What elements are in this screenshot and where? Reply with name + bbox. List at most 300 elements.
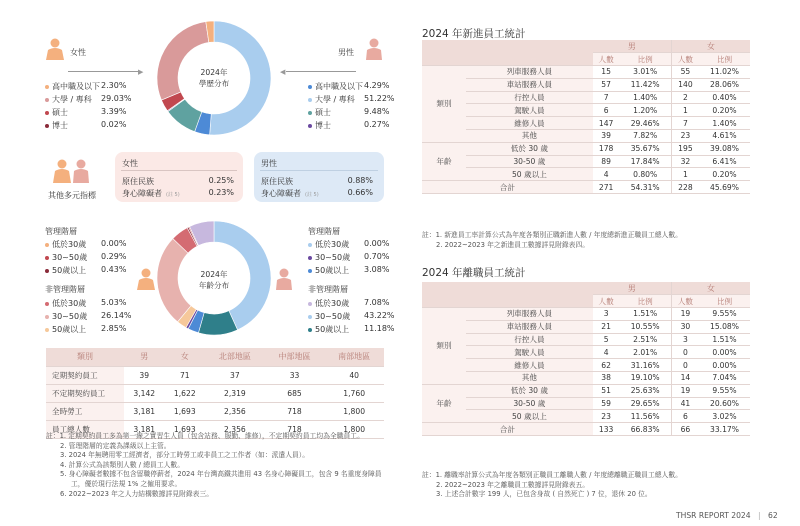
type-table-cell: 2,356 xyxy=(205,402,265,420)
edu-female-label: 大學 / 專科 xyxy=(52,95,92,104)
leavers-row xyxy=(422,308,750,321)
diversity-male-row xyxy=(261,176,373,187)
leavers-total-label: 合計 xyxy=(422,423,593,436)
leavers-cell: 31.16% xyxy=(619,359,671,372)
new-hires-subheader-cell: 比例 xyxy=(699,53,750,66)
leavers-note-line: 註：1. 離職率計算公式為年度各類別正職員工離職人數 / 年度總離職正職員工總人數。 xyxy=(422,471,682,479)
new-hires-row xyxy=(422,78,750,91)
edu-female-value: 3.39% xyxy=(101,107,127,116)
diversity-male-value: 0.66% xyxy=(347,188,373,197)
leavers-row xyxy=(422,346,750,359)
leavers-header-row xyxy=(422,282,750,295)
edu-female-line xyxy=(68,71,140,72)
diversity-female-box xyxy=(115,152,243,202)
edu-male-value: 9.48% xyxy=(364,107,390,116)
diversity-male-title: 男性 xyxy=(261,159,277,168)
age-male-nonmgmt-dot-icon xyxy=(308,315,312,319)
couple-icon xyxy=(52,159,92,189)
age-female-nonmgmt-row xyxy=(45,298,165,309)
diversity-male-row xyxy=(261,188,373,199)
type-table-cell: 3,181 xyxy=(124,402,165,420)
type-table-header-cell: 南部地區 xyxy=(324,348,384,366)
leavers-header-male: 男 xyxy=(593,282,672,295)
new-hires-cell: 駕駛人員 xyxy=(466,104,593,117)
new-hires-total-label: 合計 xyxy=(422,181,593,194)
leavers-row xyxy=(422,372,750,385)
left-note-line: 2. 管理階層的定義為課級以上主管。 xyxy=(60,441,171,450)
new-hires-cell: 89 xyxy=(593,155,620,168)
age-female-mgmt-value: 0.43% xyxy=(101,265,127,274)
new-hires-cell: 6.41% xyxy=(699,155,750,168)
left-note-line: 3. 2024 年無聘用零工經濟者，部分工時勞工或非員工之工作者（如：派遣人員）。 xyxy=(60,451,309,460)
type-table-cell: 33 xyxy=(265,366,325,384)
leavers-note-line: 3. 上述合計數字 199 人，已包含身故 ( 自然死亡 ) 7 位，退休 20 位。 xyxy=(436,490,652,499)
diversity-female-value: 0.25% xyxy=(208,176,234,185)
type-table-header-cell: 北部地區 xyxy=(205,348,265,366)
age-female-mgmt-label: 30~50歲 xyxy=(52,253,88,262)
edu-female-value: 0.02% xyxy=(101,120,127,129)
new-hires-cell: 23 xyxy=(671,130,699,143)
leavers-row xyxy=(422,333,750,346)
new-hires-cell: 0.80% xyxy=(619,168,671,181)
leavers-cell: 51 xyxy=(593,384,620,397)
diversity-male-value: 0.88% xyxy=(347,176,373,185)
new-hires-cell: 0.40% xyxy=(699,91,750,104)
new-hires-cell: 0.20% xyxy=(699,104,750,117)
leavers-cell: 2.01% xyxy=(619,346,671,359)
type-table-cell: 37 xyxy=(205,366,265,384)
leavers-total-cell: 66 xyxy=(671,423,699,436)
type-table-row xyxy=(46,384,384,402)
new-hires-cell: 50 歲以上 xyxy=(466,168,593,181)
edu-female-title: 女性 xyxy=(70,48,86,57)
leavers-cell: 41 xyxy=(671,397,699,410)
leavers-cell: 駕駛人員 xyxy=(466,346,593,359)
edu-male-dot-icon xyxy=(308,85,312,89)
leavers-cell: 19 xyxy=(671,384,699,397)
age-male-mgmt-row xyxy=(308,252,388,263)
edu-male-dot-icon xyxy=(308,124,312,128)
age-male-mgmt-label: 30~50歲 xyxy=(315,253,351,262)
leavers-cell: 0.00% xyxy=(699,346,750,359)
new-hires-row xyxy=(422,155,750,168)
age-female-mgmt-label: 低於30歲 xyxy=(52,240,87,249)
age-male-nonmgmt-dot-icon xyxy=(308,302,312,306)
leavers-subheader-cell: 比例 xyxy=(619,295,671,308)
age-female-nonmgmt-dot-icon xyxy=(45,328,49,332)
edu-female-label: 博士 xyxy=(52,121,68,130)
new-hires-group-type: 類別 xyxy=(422,66,466,143)
age-female-mgmt-dot-icon xyxy=(45,256,49,260)
age-male-nonmgmt-label: 50歲以上 xyxy=(315,325,350,334)
age-female-mgmt-row xyxy=(45,252,165,263)
age-male-nonmgmt-label: 30~50歲 xyxy=(315,312,351,321)
new-hires-cell: 147 xyxy=(593,117,620,130)
leavers-table xyxy=(422,282,750,436)
edu-male-dot-icon xyxy=(308,111,312,115)
new-hires-subheader-cell: 人數 xyxy=(593,53,620,66)
diversity-male-label: 身心障礙者 xyxy=(261,189,301,198)
edu-male-label: 博士 xyxy=(315,121,331,130)
footer-report: THSR REPORT 2024 xyxy=(676,511,751,520)
age-male-nonmgmt-value: 43.22% xyxy=(364,311,395,320)
leavers-cell: 23 xyxy=(593,410,620,423)
edu-female-arrow-icon: ▶ xyxy=(138,68,144,76)
new-hires-row xyxy=(422,91,750,104)
leavers-cell: 列車服務人員 xyxy=(466,308,593,321)
age-female-mgmt-value: 0.29% xyxy=(101,252,127,261)
left-notes xyxy=(46,432,396,499)
diversity-female-value: 0.23% xyxy=(208,188,234,197)
leavers-cell: 15.08% xyxy=(699,320,750,333)
new-hires-cell: 行控人員 xyxy=(466,91,593,104)
leavers-cell: 10.55% xyxy=(619,320,671,333)
leavers-cell: 0.00% xyxy=(699,359,750,372)
new-hires-cell: 0.20% xyxy=(699,168,750,181)
new-hires-cell: 車站服務人員 xyxy=(466,78,593,91)
new-hires-total-cell: 271 xyxy=(593,181,620,194)
edu-female-value: 2.30% xyxy=(101,81,127,90)
new-hires-table xyxy=(422,40,750,194)
age-donut-chart xyxy=(157,216,271,340)
leavers-cell: 車站服務人員 xyxy=(466,320,593,333)
new-hires-cell: 其他 xyxy=(466,130,593,143)
edu-male-row xyxy=(308,81,390,92)
new-hires-cell: 4.61% xyxy=(699,130,750,143)
diversity-label: 其他多元指標 xyxy=(48,191,96,200)
type-table-cell: 1,800 xyxy=(324,420,384,438)
new-hires-header-row xyxy=(422,40,750,53)
type-table-cell: 3,142 xyxy=(124,384,165,402)
diversity-male-note: (註 5) xyxy=(305,192,319,198)
left-note-line: 註：1. 定期契約員工多為第一線之實習生人員（包含站務、服勤、維修），不定期契約員工均為全職員工。 xyxy=(46,432,364,440)
left-note-line: 4. 計算公式為該類別人數 / 總員工人數。 xyxy=(60,460,185,469)
new-hires-cell: 1.40% xyxy=(699,117,750,130)
age-male-nonmgmt-label: 低於30歲 xyxy=(315,299,350,308)
new-hires-cell: 維修人員 xyxy=(466,117,593,130)
age-center-line1: 2024年 xyxy=(200,270,228,279)
type-table-cell: 全時勞工 xyxy=(46,402,124,420)
new-hires-row xyxy=(422,117,750,130)
type-table-cell: 1,622 xyxy=(165,384,206,402)
leavers-cell: 低於 30 歲 xyxy=(466,384,593,397)
new-hires-cell: 1.20% xyxy=(619,104,671,117)
leavers-cell: 行控人員 xyxy=(466,333,593,346)
leavers-cell: 其他 xyxy=(466,372,593,385)
age-female-nonmgmt-value: 2.85% xyxy=(101,324,127,333)
age-male-mgmt-dot-icon xyxy=(308,256,312,260)
type-table-header-cell: 男 xyxy=(124,348,165,366)
type-table-header-cell: 女 xyxy=(165,348,206,366)
edu-female-row xyxy=(45,107,165,118)
leavers-cell: 3 xyxy=(671,333,699,346)
age-female-nonmgmt-title: 非管理階層 xyxy=(45,285,85,294)
edu-male-dot-icon xyxy=(308,98,312,102)
type-table-cell: 2,356 xyxy=(205,420,265,438)
age-female-mgmt-row xyxy=(45,239,165,250)
leavers-cell: 7.04% xyxy=(699,372,750,385)
type-table-cell: 不定期契約員工 xyxy=(46,384,124,402)
new-hires-row xyxy=(422,104,750,117)
new-hires-note-line: 註：1. 新進員工率計算公式為年度各類別正職新進人數 / 年度總新進正職員工總人數。 xyxy=(422,231,682,239)
diversity-male-box xyxy=(254,152,384,202)
age-female-nonmgmt-dot-icon xyxy=(45,315,49,319)
edu-female-dot-icon xyxy=(45,124,49,128)
edu-male-label: 碩士 xyxy=(315,108,331,117)
edu-female-value: 29.03% xyxy=(101,94,132,103)
age-female-mgmt-label: 50歲以上 xyxy=(52,266,87,275)
new-hires-total-cell: 54.31% xyxy=(619,181,671,194)
age-male-mgmt-dot-icon xyxy=(308,269,312,273)
leavers-subheader-cell: 人數 xyxy=(671,295,699,308)
new-hires-cell: 低於 30 歲 xyxy=(466,142,593,155)
leavers-cell: 9.55% xyxy=(699,308,750,321)
type-table-cell: 3,181 xyxy=(124,420,165,438)
new-hires-cell: 178 xyxy=(593,142,620,155)
new-hires-header-blank xyxy=(422,40,593,66)
new-hires-cell: 35.67% xyxy=(619,142,671,155)
leavers-cell: 30-50 歲 xyxy=(466,397,593,410)
leavers-cell: 0 xyxy=(671,346,699,359)
new-hires-header-female: 女 xyxy=(671,40,750,53)
leavers-total-cell: 133 xyxy=(593,423,620,436)
leavers-header-blank xyxy=(422,282,593,308)
leavers-cell: 29.65% xyxy=(619,397,671,410)
leavers-cell: 25.63% xyxy=(619,384,671,397)
edu-female-row xyxy=(45,120,165,131)
edu-male-value: 0.27% xyxy=(364,120,390,129)
new-hires-cell: 140 xyxy=(671,78,699,91)
age-center-line2: 年齡分布 xyxy=(198,281,230,290)
new-hires-row xyxy=(422,130,750,143)
age-female-nonmgmt-row xyxy=(45,311,165,322)
new-hires-cell: 7.82% xyxy=(619,130,671,143)
footer xyxy=(676,511,778,520)
edu-female-dot-icon xyxy=(45,85,49,89)
new-hires-total-cell: 45.69% xyxy=(699,181,750,194)
left-note-line: 工，優於現行法規 1% 之僱用要求。 xyxy=(71,479,182,488)
age-male-mgmt-value: 3.08% xyxy=(364,265,390,274)
leavers-cell: 38 xyxy=(593,372,620,385)
age-male-nonmgmt-row xyxy=(308,311,395,322)
leavers-row xyxy=(422,410,750,423)
edu-female-dot-icon xyxy=(45,98,49,102)
type-table-cell: 定期契約員工 xyxy=(46,366,124,384)
new-hires-cell: 3.01% xyxy=(619,66,671,79)
new-hires-cell: 7 xyxy=(671,117,699,130)
new-hires-cell: 11.42% xyxy=(619,78,671,91)
leavers-note-line: 2. 2022~2023 年之離職員工數據詳見附錄表五。 xyxy=(436,480,590,489)
leavers-cell: 4 xyxy=(593,346,620,359)
age-male-mgmt-value: 0.00% xyxy=(364,239,390,248)
edu-female-row xyxy=(45,81,165,92)
new-hires-row xyxy=(422,142,750,155)
leavers-cell: 9.55% xyxy=(699,384,750,397)
leavers-cell: 30 xyxy=(671,320,699,333)
edu-female-dot-icon xyxy=(45,111,49,115)
new-hires-total-cell: 228 xyxy=(671,181,699,194)
type-table-row xyxy=(46,366,384,384)
leavers-total-row xyxy=(422,423,750,436)
leavers-cell: 0 xyxy=(671,359,699,372)
age-male-nonmgmt-value: 7.08% xyxy=(364,298,390,307)
leavers-cell: 21 xyxy=(593,320,620,333)
type-table-cell: 40 xyxy=(324,366,384,384)
female-age-person-icon xyxy=(136,268,156,298)
male-person-icon xyxy=(364,38,384,68)
female-person-icon xyxy=(45,38,65,68)
leavers-cell: 20.60% xyxy=(699,397,750,410)
age-male-mgmt-label: 50歲以上 xyxy=(315,266,350,275)
new-hires-cell: 6 xyxy=(593,104,620,117)
age-female-mgmt-title: 管理階層 xyxy=(45,227,77,236)
leavers-cell: 19.10% xyxy=(619,372,671,385)
leavers-cell: 59 xyxy=(593,397,620,410)
leavers-group-age: 年齡 xyxy=(422,384,466,422)
leavers-row xyxy=(422,320,750,333)
leavers-cell: 50 歲以上 xyxy=(466,410,593,423)
age-male-mgmt-value: 0.70% xyxy=(364,252,390,261)
new-hires-cell: 4 xyxy=(593,168,620,181)
type-table-cell: 2,319 xyxy=(205,384,265,402)
diversity-female-divider xyxy=(121,170,237,171)
age-male-mgmt-row xyxy=(308,265,388,276)
new-hires-cell: 1 xyxy=(671,168,699,181)
type-table-cell: 1,800 xyxy=(324,402,384,420)
edu-male-row xyxy=(308,94,395,105)
age-male-mgmt-dot-icon xyxy=(308,243,312,247)
diversity-male-label: 原住民族 xyxy=(261,177,293,186)
leavers-cell: 11.56% xyxy=(619,410,671,423)
new-hires-cell: 17.84% xyxy=(619,155,671,168)
type-table-cell: 685 xyxy=(265,384,325,402)
leavers-cell: 6 xyxy=(671,410,699,423)
type-table-header-cell: 類別 xyxy=(46,348,124,366)
leavers-row xyxy=(422,384,750,397)
age-female-nonmgmt-value: 5.03% xyxy=(101,298,127,307)
type-table-cell: 1,693 xyxy=(165,402,206,420)
edu-male-value: 4.29% xyxy=(364,81,390,90)
age-male-nonmgmt-value: 11.18% xyxy=(364,324,395,333)
type-table-cell: 1,693 xyxy=(165,420,206,438)
edu-male-label: 高中職及以下 xyxy=(315,82,363,91)
diversity-female-row xyxy=(122,176,234,187)
diversity-female-row xyxy=(122,188,234,199)
new-hires-cell: 2 xyxy=(671,91,699,104)
edu-male-value: 51.22% xyxy=(364,94,395,103)
type-table-cell: 718 xyxy=(265,402,325,420)
new-hires-cell: 30-50 歲 xyxy=(466,155,593,168)
new-hires-cell: 列車服務人員 xyxy=(466,66,593,79)
edu-center-line2: 學歷分布 xyxy=(198,79,230,88)
type-table-cell: 39 xyxy=(124,366,165,384)
edu-donut-slice xyxy=(210,21,271,135)
type-table-cell: 71 xyxy=(165,366,206,384)
type-table-cell: 1,760 xyxy=(324,384,384,402)
age-female-nonmgmt-label: 50歲以上 xyxy=(52,325,87,334)
edu-male-row xyxy=(308,107,390,118)
new-hires-cell: 32 xyxy=(671,155,699,168)
new-hires-cell: 39.08% xyxy=(699,142,750,155)
new-hires-total-row xyxy=(422,181,750,194)
leavers-cell: 3 xyxy=(593,308,620,321)
age-female-nonmgmt-label: 低於30歲 xyxy=(52,299,87,308)
diversity-female-title: 女性 xyxy=(122,159,138,168)
edu-male-arrow-icon: ◀ xyxy=(280,68,286,76)
type-table-cell: 718 xyxy=(265,420,325,438)
edu-male-line xyxy=(286,71,356,72)
edu-male-row xyxy=(308,120,390,131)
new-hires-cell: 57 xyxy=(593,78,620,91)
diversity-female-label: 原住民族 xyxy=(122,177,154,186)
leavers-cell: 19 xyxy=(671,308,699,321)
age-female-mgmt-dot-icon xyxy=(45,269,49,273)
new-hires-title: 2024 年新進員工統計 xyxy=(422,28,526,40)
new-hires-cell: 29.46% xyxy=(619,117,671,130)
new-hires-subheader-cell: 人數 xyxy=(671,53,699,66)
footer-separator: | xyxy=(758,511,761,520)
new-hires-header-male: 男 xyxy=(593,40,672,53)
edu-donut-slice xyxy=(157,22,209,100)
new-hires-cell: 11.02% xyxy=(699,66,750,79)
age-male-nonmgmt-title: 非管理階層 xyxy=(308,285,348,294)
leavers-row xyxy=(422,359,750,372)
employee-type-table xyxy=(46,348,384,439)
leavers-cell: 1.51% xyxy=(619,308,671,321)
edu-female-label: 高中職及以下 xyxy=(52,82,100,91)
leavers-subheader-cell: 比例 xyxy=(699,295,750,308)
edu-donut-chart xyxy=(157,3,271,138)
age-female-nonmgmt-row xyxy=(45,324,165,335)
type-table-header-cell: 中部地區 xyxy=(265,348,325,366)
new-hires-cell: 1.40% xyxy=(619,91,671,104)
age-female-mgmt-value: 0.00% xyxy=(101,239,127,248)
leavers-title: 2024 年離職員工統計 xyxy=(422,267,526,279)
age-female-nonmgmt-dot-icon xyxy=(45,302,49,306)
edu-male-label: 大學 / 專科 xyxy=(315,95,355,104)
new-hires-cell: 55 xyxy=(671,66,699,79)
diversity-male-divider xyxy=(260,170,378,171)
new-hires-subheader-cell: 比例 xyxy=(619,53,671,66)
leavers-cell: 62 xyxy=(593,359,620,372)
age-female-mgmt-dot-icon xyxy=(45,243,49,247)
new-hires-note-line: 2. 2022~2023 年之新進員工數據詳見附錄表四。 xyxy=(436,240,590,249)
age-male-nonmgmt-dot-icon xyxy=(308,328,312,332)
leavers-cell: 14 xyxy=(671,372,699,385)
leavers-subheader-cell: 人數 xyxy=(593,295,620,308)
leavers-row xyxy=(422,397,750,410)
leavers-cell: 維修人員 xyxy=(466,359,593,372)
new-hires-group-age: 年齡 xyxy=(422,142,466,180)
leavers-cell: 2.51% xyxy=(619,333,671,346)
edu-female-row xyxy=(45,94,165,105)
age-female-nonmgmt-value: 26.14% xyxy=(101,311,132,320)
age-female-nonmgmt-label: 30~50歲 xyxy=(52,312,88,321)
leavers-total-cell: 33.17% xyxy=(699,423,750,436)
male-age-person-icon xyxy=(274,268,294,298)
age-male-nonmgmt-row xyxy=(308,298,388,309)
new-hires-cell: 1 xyxy=(671,104,699,117)
leavers-cell: 3.02% xyxy=(699,410,750,423)
new-hires-notes xyxy=(422,231,752,250)
age-male-mgmt-row xyxy=(308,239,388,250)
left-note-line: 5. 身心障礙者數據不包含留職停薪者，2024 年台灣高鐵共進用 43 名身心障礙員工，包含 9 名重度身障員 xyxy=(60,470,382,479)
age-male-nonmgmt-row xyxy=(308,324,395,335)
new-hires-cell: 15 xyxy=(593,66,620,79)
type-table-row xyxy=(46,402,384,420)
edu-center-line1: 2024年 xyxy=(200,68,228,77)
new-hires-row xyxy=(422,168,750,181)
